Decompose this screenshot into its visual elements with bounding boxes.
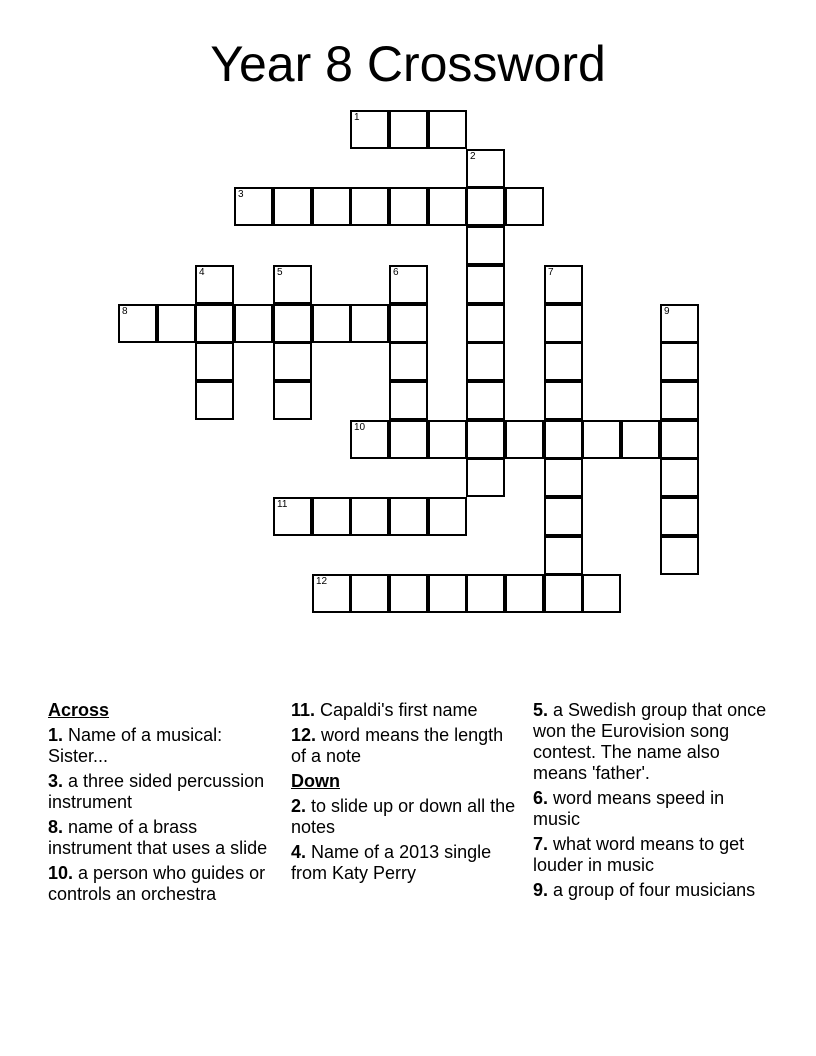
clue-text: a group of four musicians [553,880,756,900]
grid-cell[interactable] [157,304,196,343]
clue-down-9 [533,880,773,901]
grid-cell[interactable] [466,420,505,459]
clues-column-2 [291,700,523,888]
grid-cell[interactable] [466,187,505,226]
grid-cell[interactable] [544,574,583,613]
clue-number: 11. [291,700,316,720]
clue-down-6 [533,788,773,830]
grid-cell[interactable] [466,381,505,420]
clue-text: a three sided percussion instrument [48,771,265,812]
grid-cell[interactable] [466,458,505,497]
grid-cell[interactable] [273,187,312,226]
clue-text: a Swedish group that once won the Eurovision song contest. The name also means 'father'. [533,700,767,783]
grid-cell[interactable] [273,304,312,343]
grid-cell[interactable] [660,536,699,575]
grid-cell[interactable] [428,420,467,459]
grid-cell[interactable] [389,381,428,420]
clue-text: word means speed in music [533,788,725,829]
grid-cell[interactable] [466,574,505,613]
grid-cell[interactable] [389,110,428,149]
grid-cell[interactable] [428,574,467,613]
grid-cell[interactable] [621,420,660,459]
clue-number: 12. [291,725,317,745]
grid-cell[interactable] [428,497,467,536]
clue-text: Name of a 2013 single from Katy Perry [291,842,492,883]
clue-number: 9. [533,880,549,900]
cell-number: 4 [199,267,205,278]
clue-number: 3. [48,771,64,791]
cell-number: 1 [354,112,360,123]
grid-cell[interactable] [466,149,505,188]
grid-cell[interactable] [195,342,234,381]
grid-cell[interactable] [195,381,234,420]
clue-number: 1. [48,725,64,745]
clue-text: name of a brass instrument that uses a slide [48,817,268,858]
grid-cell[interactable] [389,497,428,536]
grid-cell[interactable] [660,342,699,381]
grid-cell[interactable] [389,420,428,459]
clue-text: Capaldi's first name [320,700,478,720]
grid-cell[interactable] [544,381,583,420]
grid-cell[interactable] [582,420,621,459]
cell-number: 9 [664,306,670,317]
grid-cell[interactable] [195,265,234,304]
grid-cell[interactable] [544,497,583,536]
grid-cell[interactable] [544,304,583,343]
grid-cell[interactable] [273,265,312,304]
cell-number: 6 [393,267,399,278]
page-title: Year 8 Crossword [210,36,606,92]
grid-cell[interactable] [350,497,389,536]
grid-cell[interactable] [312,304,351,343]
cell-number: 3 [238,189,244,200]
grid-cell[interactable] [350,187,389,226]
clue-number: 10. [48,863,74,883]
clue-down-4 [291,842,523,884]
clue-text: a person who guides or controls an orchestra [48,863,266,904]
clue-number: 6. [533,788,549,808]
clue-across-3 [48,771,280,813]
clue-number: 8. [48,817,64,837]
grid-cell[interactable] [505,574,544,613]
grid-cell[interactable] [312,497,351,536]
clue-down-2 [291,796,523,838]
grid-cell[interactable] [428,110,467,149]
grid-cell[interactable] [350,304,389,343]
across-heading: Across [48,700,110,720]
grid-cell[interactable] [466,304,505,343]
clue-across-10 [48,863,280,905]
grid-cell[interactable] [505,187,544,226]
grid-cell[interactable] [466,226,505,265]
grid-cell[interactable] [660,381,699,420]
clue-number: 4. [291,842,307,862]
clue-text: to slide up or down all the notes [291,796,516,837]
clue-across-12 [291,725,523,767]
cell-number: 12 [316,576,328,587]
grid-cell[interactable] [544,265,583,304]
grid-cell[interactable] [389,187,428,226]
cell-number: 11 [277,499,288,510]
grid-cell[interactable] [544,536,583,575]
grid-cell[interactable] [234,187,273,226]
grid-cell[interactable] [350,420,389,459]
grid-cell[interactable] [428,187,467,226]
cell-number: 2 [470,151,476,162]
clues-column-1 [48,700,280,909]
grid-cell[interactable] [660,420,699,459]
grid-cell[interactable] [389,265,428,304]
grid-cell[interactable] [544,342,583,381]
grid-cell[interactable] [389,342,428,381]
grid-cell[interactable] [118,304,157,343]
grid-cell[interactable] [234,304,273,343]
grid-cell[interactable] [389,304,428,343]
grid-cell[interactable] [273,381,312,420]
grid-cell[interactable] [660,304,699,343]
grid-cell[interactable] [312,187,351,226]
clue-number: 7. [533,834,549,854]
grid-cell[interactable] [505,420,544,459]
grid-cell[interactable] [312,574,351,613]
grid-cell[interactable] [389,574,428,613]
grid-cell[interactable] [544,458,583,497]
grid-cell[interactable] [466,265,505,304]
cell-number: 8 [122,306,128,317]
clue-number: 2. [291,796,307,816]
clue-down-5 [533,700,773,784]
clue-text: word means the length of a note [291,725,504,766]
clue-down-7 [533,834,773,876]
grid-cell[interactable] [273,342,312,381]
cell-number: 7 [548,267,554,278]
grid-cell[interactable] [582,574,621,613]
clue-across-8 [48,817,280,859]
clue-across-1 [48,725,280,767]
grid-cell[interactable] [350,574,389,613]
grid-cell[interactable] [660,497,699,536]
down-heading: Down [291,771,340,791]
grid-cell[interactable] [350,110,389,149]
cell-number: 5 [277,267,283,278]
clue-text: Name of a musical: Sister... [48,725,223,766]
clue-across-11 [291,700,523,721]
clues-column-3 [533,700,773,905]
grid-cell[interactable] [466,342,505,381]
grid-cell[interactable] [273,497,312,536]
cell-number: 10 [354,422,366,433]
grid-cell[interactable] [195,304,234,343]
clue-text: what word means to get louder in music [533,834,745,875]
grid-cell[interactable] [660,458,699,497]
grid-cell[interactable] [544,420,583,459]
clue-number: 5. [533,700,549,720]
